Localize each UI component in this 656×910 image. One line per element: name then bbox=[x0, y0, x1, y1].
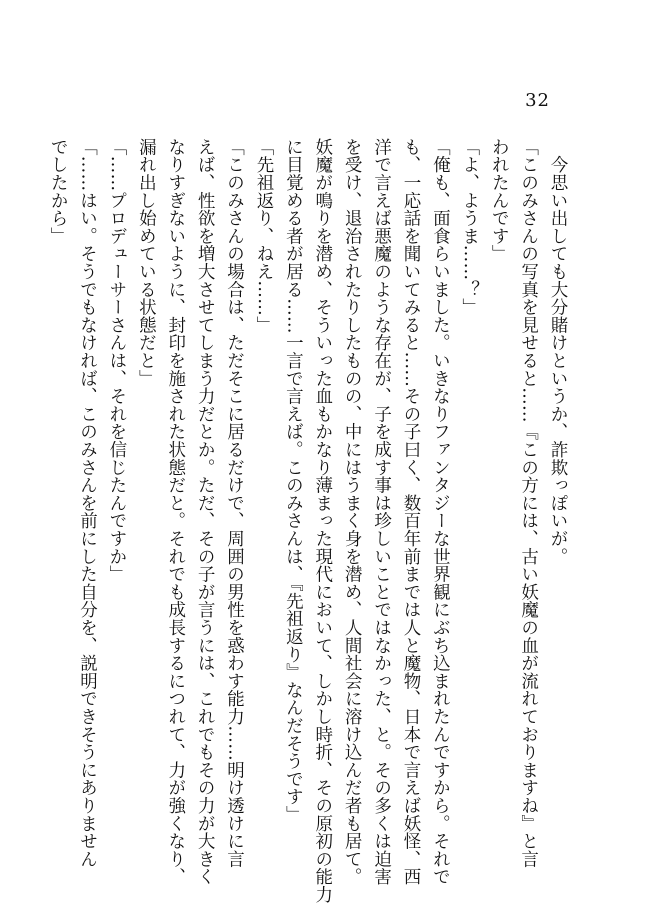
text-line: 「俺も、面食らいました。いきなりファンタジーな世界観にぶち込まれたんですから。それで bbox=[430, 138, 451, 886]
text-line: 今思い出しても大分賭けというか、詐欺っぽいが。 bbox=[548, 138, 568, 566]
text-line: なりすぎないように、封印を施された状態だと。それでも成長するにつれて、力が強くなり、 bbox=[165, 138, 186, 886]
page-number: 32 bbox=[525, 90, 550, 111]
text-line: も、一応話を聞いてみると……その子曰く、数百年前までは人と魔物、日本で言えば妖怪、西 bbox=[400, 138, 421, 886]
text-line: 「このみさんの写真を見せると……『この方には、古い妖魔の血が流れておりますね』と言 bbox=[518, 138, 539, 868]
text-line: に目覚める者が居る……一言で言えば。このみさんは、『先祖返り』なんだそうです」 bbox=[283, 138, 304, 824]
text-line: でしたから」 bbox=[48, 138, 69, 245]
text-line: 「……プロデューサーさんは、それを信じたんですか」 bbox=[106, 138, 127, 583]
text-line: われたんです」 bbox=[489, 138, 510, 263]
text-line: 洋で言えば悪魔のような存在が、子を成す事は珍しいことではなかった、と。その多くは迫害 bbox=[371, 138, 392, 886]
text-line: を受け、退治されたりしたものの、中にはうまく身を潜め、人間社会に溶け込んだ者も居て。 bbox=[342, 138, 363, 886]
text-line: 「……はい。そうでもなければ、このみさんを前にした自分を、説明できそうにありません bbox=[77, 138, 98, 868]
text-line: えば、性欲を増大させてしまう力だとか。ただ、その子が言うには、これでもその力が大きく bbox=[195, 138, 216, 886]
text-line: 「よ、ようま……？」 bbox=[459, 138, 480, 316]
text-line: 漏れ出し始めている状態だと」 bbox=[136, 138, 157, 388]
text-line: 「このみさんの場合は、ただそこに居るだけで、周囲の男性を惑わす能力……明け透けに言 bbox=[224, 138, 245, 868]
text-line: 妖魔が鳴りを潜め、そういった血もかなり薄まった現代において、しかし時折、その原初の能力 bbox=[312, 138, 333, 904]
body-text bbox=[48, 138, 572, 904]
text-line: 「先祖返り、ねえ……」 bbox=[253, 138, 274, 334]
